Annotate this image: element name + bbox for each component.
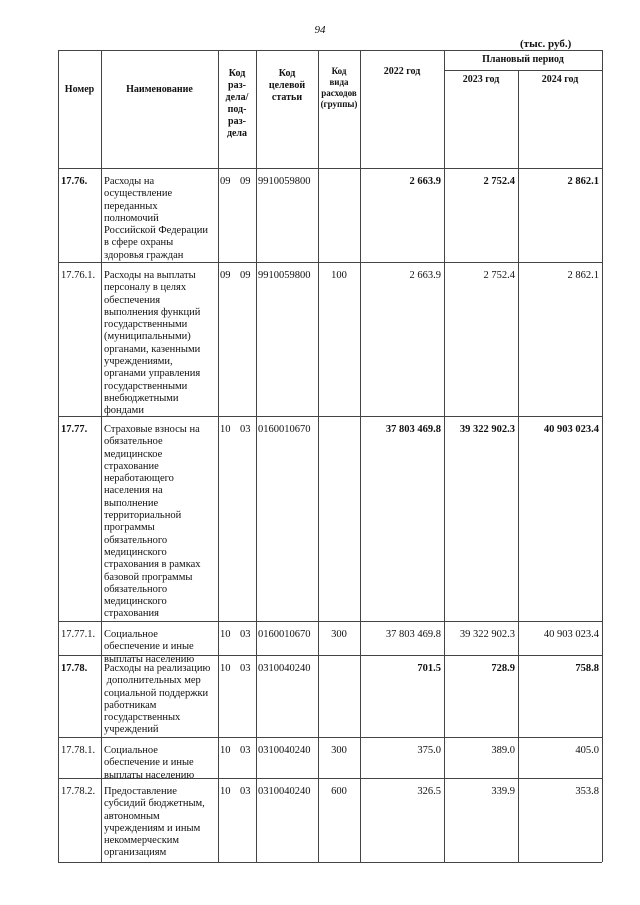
table-top-border	[58, 50, 602, 51]
header-bottom-border	[58, 168, 602, 169]
row-name-line: субсидий бюджетным,	[104, 798, 205, 810]
row-name-line: обеспечение и иные	[104, 641, 194, 653]
row-name-line: органами, казенными	[104, 343, 201, 355]
row-target-code: 0310040240	[258, 745, 311, 756]
row-name-line: здоровья граждан	[104, 249, 184, 261]
row-name-line: (муниципальными)	[104, 331, 191, 343]
row-name-line: автономным	[104, 810, 160, 822]
row-subsection-code: 03	[240, 629, 251, 640]
header-name: Наименование	[126, 84, 193, 95]
row-name-line: государственными	[104, 319, 188, 331]
row-value-2023: 39 322 902.3	[459, 629, 515, 640]
row-name-line: выплаты населению	[104, 769, 195, 781]
row-section-code: 09	[220, 270, 231, 281]
row-name-line: фондами	[104, 405, 144, 417]
row-name-line: Социальное	[104, 745, 158, 756]
row-target-code: 0160010670	[258, 629, 311, 640]
header-expense-type-code: Код вида расходов (группы)	[320, 66, 358, 109]
row-subsection-code: 09	[240, 176, 251, 187]
row-value-2023: 2 752.4	[483, 270, 515, 281]
row-name-line: обязательного	[104, 583, 168, 595]
column-divider	[101, 50, 102, 862]
row-value-2024: 2 862.1	[567, 270, 599, 281]
row-subsection-code: 03	[240, 663, 251, 674]
row-expense-type-code: 300	[331, 629, 347, 640]
column-divider	[360, 50, 361, 862]
planning-divider	[444, 70, 602, 71]
row-name-line: населения на	[104, 485, 163, 497]
row-name-line: некоммерческим	[104, 835, 180, 847]
row-value-2024: 405.0	[575, 745, 599, 756]
row-name	[104, 270, 217, 418]
row-name-line: Предоставление	[104, 786, 177, 797]
header-2024: 2024 год	[541, 74, 579, 85]
row-name	[104, 663, 217, 737]
row-name	[104, 176, 217, 262]
row-divider	[58, 862, 602, 863]
row-name	[104, 745, 217, 782]
row-name-line: внебюджетными	[104, 392, 179, 404]
row-expense-type-code: 600	[331, 786, 347, 797]
row-number: 17.78.2.	[61, 786, 96, 797]
row-section-code: 10	[220, 786, 231, 797]
row-name-line: учреждений	[104, 724, 159, 736]
row-value-2022: 375.0	[417, 745, 441, 756]
row-value-2022: 2 663.9	[409, 176, 441, 187]
header-2022: 2022 год	[383, 66, 421, 77]
row-name-line: переданных	[104, 200, 158, 212]
row-name-line: социальной поддержки	[104, 687, 209, 699]
units-label: (тыс. руб.)	[520, 38, 572, 50]
row-number: 17.76.1.	[61, 270, 96, 281]
column-divider	[444, 50, 445, 862]
row-name-line: страхование	[104, 460, 159, 472]
row-section-code: 10	[220, 424, 231, 435]
row-name-line: медицинское	[104, 448, 163, 460]
column-divider	[218, 50, 219, 862]
row-name-line: учреждениям и иным	[104, 822, 201, 834]
row-value-2024: 758.8	[575, 663, 599, 674]
column-divider	[256, 50, 257, 862]
row-target-code: 0310040240	[258, 663, 311, 674]
row-name-line: неработающего	[104, 473, 174, 485]
row-name-line: Российской Федерации	[104, 225, 208, 237]
row-section-code: 09	[220, 176, 231, 187]
column-divider	[518, 70, 519, 862]
row-expense-type-code: 100	[331, 270, 347, 281]
row-value-2024: 40 903 023.4	[543, 629, 599, 640]
row-name-line: Расходы на выплаты	[104, 270, 196, 281]
row-name	[104, 629, 217, 666]
row-number: 17.76.	[61, 176, 88, 187]
row-name-line: обязательное	[104, 436, 163, 448]
row-value-2023: 2 752.4	[483, 176, 515, 187]
row-value-2023: 728.9	[491, 663, 515, 674]
row-name-line: Расходы на	[104, 176, 155, 187]
row-number: 17.77.1.	[61, 629, 96, 640]
row-name-line: учреждениями,	[104, 356, 173, 368]
row-value-2024: 2 862.1	[567, 176, 599, 187]
row-target-code: 9910059800	[258, 176, 311, 187]
row-target-code: 0160010670	[258, 424, 311, 435]
row-name-line: органами управления	[104, 368, 201, 380]
page-number: 94	[314, 24, 326, 36]
row-name-line: страхования в рамках	[104, 559, 201, 571]
row-name-line: обязательного	[104, 534, 168, 546]
row-value-2022: 701.5	[417, 663, 441, 674]
row-value-2024: 40 903 023.4	[543, 424, 599, 435]
row-name-line: государственных	[104, 712, 181, 724]
row-subsection-code: 09	[240, 270, 251, 281]
row-value-2022: 37 803 469.8	[385, 629, 441, 640]
row-name-line: медицинского	[104, 546, 167, 558]
row-value-2022: 37 803 469.8	[385, 424, 441, 435]
row-name-line: обеспечение и иные	[104, 757, 194, 769]
column-divider	[602, 50, 603, 862]
row-number: 17.77.	[61, 424, 88, 435]
row-subsection-code: 03	[240, 424, 251, 435]
row-divider	[58, 737, 602, 738]
row-section-code: 10	[220, 663, 231, 674]
row-name-line: государственными	[104, 380, 188, 392]
row-number: 17.78.1.	[61, 745, 96, 756]
row-expense-type-code: 300	[331, 745, 347, 756]
row-name-line: территориальной	[104, 510, 182, 522]
header-2023: 2023 год	[462, 74, 500, 85]
row-subsection-code: 03	[240, 786, 251, 797]
row-number: 17.78.	[61, 663, 88, 674]
row-name-line: медицинского	[104, 596, 167, 608]
column-divider	[58, 50, 59, 862]
row-divider	[58, 621, 602, 622]
row-name-line: осуществление	[104, 188, 173, 200]
row-name-line: выполнения функций	[104, 306, 201, 318]
row-name-line: Страховые взносы на	[104, 424, 200, 435]
header-number: Номер	[64, 84, 95, 95]
row-name	[104, 424, 217, 621]
row-name-line: организациям	[104, 847, 167, 859]
row-name-line: работникам	[104, 699, 157, 711]
row-name-line: полномочий	[104, 212, 159, 224]
row-name-line: страхования	[104, 608, 159, 620]
row-name-line: выполнение	[104, 497, 159, 509]
row-subsection-code: 03	[240, 745, 251, 756]
row-name-line: дополнительных мер	[104, 675, 201, 687]
row-name-line: Социальное	[104, 629, 158, 640]
column-divider	[318, 50, 319, 862]
row-name-line: программы	[104, 522, 155, 534]
row-section-code: 10	[220, 629, 231, 640]
row-value-2024: 353.8	[575, 786, 599, 797]
row-name	[104, 786, 217, 860]
row-value-2022: 326.5	[417, 786, 441, 797]
header-target-code: Код целевой статьи	[268, 68, 306, 103]
row-name-line: персоналу в целях	[104, 282, 187, 294]
row-name-line: обеспечения	[104, 294, 161, 306]
row-name-line: в сфере охраны	[104, 237, 174, 249]
row-name-line: Расходы на реализацию	[104, 663, 211, 674]
row-value-2023: 339.9	[491, 786, 515, 797]
row-divider	[58, 262, 602, 263]
header-section-code: Код раз- дела/ под- раз- дела	[225, 68, 249, 139]
row-target-code: 0310040240	[258, 786, 311, 797]
row-name-line: базовой программы	[104, 571, 193, 583]
row-name-line: выплаты населению	[104, 653, 195, 665]
row-value-2023: 389.0	[491, 745, 515, 756]
row-value-2023: 39 322 902.3	[459, 424, 515, 435]
header-planning-period: Плановый период	[482, 54, 564, 65]
row-value-2022: 2 663.9	[409, 270, 441, 281]
row-section-code: 10	[220, 745, 231, 756]
row-target-code: 9910059800	[258, 270, 311, 281]
